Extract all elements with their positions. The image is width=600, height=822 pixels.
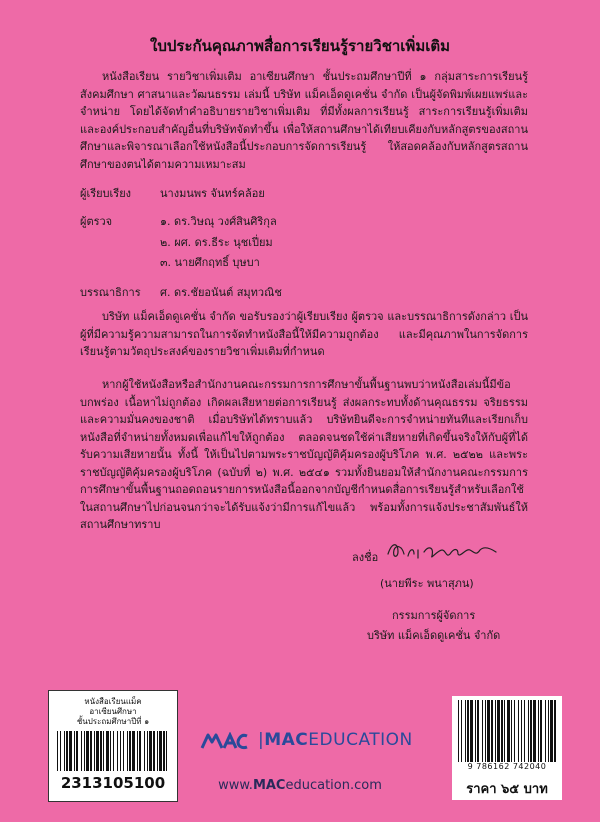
brand-name [258, 730, 413, 750]
certification-paragraph-text: บริษัท แม็คเอ็ดดูเคชั่น จำกัด ขอรับรองว่าผู้เรียบเรียง ผู้ตรวจ และบรรณาธิการดังกล่าว เป็นผู้ที่มีความรู้ความสามารถในการจัดทำหนังสือนี้ให้มีความถูกต้อง และมีคุณภาพในการจัดการเรียนรู้ตามวัตถุประสงค์ของรายวิชาเพิ่มเติมที่กำหนด [80, 310, 528, 358]
website-prefix: www. [218, 778, 253, 793]
author-label: ผู้เรียบเรียง [80, 187, 132, 200]
brand-name-bold: MAC [264, 730, 309, 750]
sticker-barcode [57, 731, 169, 771]
website-suffix: education.com [285, 778, 382, 793]
signer-title: กรรมการผู้จัดการ [392, 609, 476, 622]
page-title: ใบประกันคุณภาพสื่อการเรียนรู้รายวิชาเพิ่มเติม [150, 37, 450, 55]
intro-paragraph-text: หนังสือเรียน รายวิชาเพิ่มเติม อาเซียนศึกษา ชั้นประถมศึกษาปีที่ ๑ กลุ่มสาระการเรียนรู้สังคมศึกษา ศาสนาและวัฒนธรรม เล่มนี้ บริษัท แม็คเอ็ดดูเคชั่น จำกัด เป็นผู้จัดพิมพ์เผยแพร่และจำหน่าย โดยได้จัดทำคำอธิบายรายวิชาเพิ่มเติม ที่มีทั้งผลการเรียนรู้ สาระการเรียนรู้เพิ่มเติม และองค์ประกอบสำคัญอื่นที่บริษัทจัดทำขึ้น เพื่อให้สถานศึกษาได้เทียบเคียงกับหลักสูตรของสถานศึกษาและพิจารณาเลือกใช้หนังสือนี้ประกอบการจัดการเรียนรู้ ให้สอดคล้องกับหลักสูตรสถานศึกษาของตนได้ตามความเหมาะสม [80, 70, 528, 171]
isbn-barcode-box [452, 696, 562, 800]
brand-divider: | [258, 730, 265, 750]
certification-paragraph [80, 308, 528, 361]
brand-name-rest: EDUCATION [308, 730, 413, 750]
mac-logo-icon [200, 732, 248, 750]
brand-logo [200, 730, 420, 754]
sticker-line: หนังสือเรียนแม็ค [84, 697, 142, 706]
handwritten-signature [384, 536, 504, 562]
price-label: ราคา ๖๕ บาท [466, 782, 548, 797]
reviewer-label: ผู้ตรวจ [80, 215, 113, 228]
sticker-line: ชั้นประถมศึกษาปีที่ ๑ [76, 717, 150, 726]
intro-paragraph [80, 68, 528, 173]
author-name: นางมนพร จันทร์คล้อย [160, 187, 265, 200]
liability-paragraph-text: หากผู้ใช้หนังสือหรือสำนักงานคณะกรรมการการศึกษาขั้นพื้นฐานพบว่าหนังสือเล่มนี้มีข้อบกพร่อง เนื้อหาไม่ถูกต้อง เกิดผลเสียหายต่อการเรียนรู้ ส่งผลกระทบทั้งด้านคุณธรรม จริยธรรม และความมั่นคงของชาติ เมื่อบริษัทได้ทราบแล้ว บริษัทยินดีจะการจำหน่ายทันทีและเรียกเก็บหนังสือที่จำหน่ายทั้งหมดเพื่อแก้ไขให้ถูกต้อง ตลอดจนชดใช้ค่าเสียหายที่เกิดขึ้นจริงให้กับผู้ที่ได้รับความเสียหายนั้น ทั้งนี้ ให้เป็นไปตามพระราชบัญญัติคุ้มครองผู้บริโภค พ.ศ. ๒๕๒๒ และพระราชบัญญัติคุ้มครองผู้บริโภค (ฉบับที่ ๒) พ.ศ. ๒๕๔๑ รวมทั้งยินยอมให้สำนักงานคณะกรรมการการศึกษาขั้นพื้นฐานถอดถอนรายการหนังสือนี้ออกจากบัญชีกำหนดสื่อการเรียนรู้สำหรับเลือกใช้ในสถานศึกษาไปก่อนจนกว่าจะได้รับแจ้งว่ามีการแก้ไขแล้ว พร้อมทั้งการแจ้งประชาสัมพันธ์ให้สถานศึกษาทราบ [80, 378, 528, 531]
signature-label: ลงชื่อ [352, 551, 379, 564]
signer-company: บริษัท แม็คเอ็ดดูเคชั่น จำกัด [367, 629, 501, 642]
reviewer-name: ๒. ผศ. ดร.ธีระ นุชเปี่ยม [160, 236, 273, 249]
signer-name: (นายพีระ พนาสุภน) [380, 577, 474, 590]
liability-paragraph [80, 376, 528, 534]
reviewer-name: ๑. ดร.วิษณุ วงศ์สินศิริกุล [160, 215, 277, 228]
sticker-line: อาเซียนศึกษา [89, 707, 137, 716]
sticker-code: 2313105100 [60, 774, 166, 792]
isbn-barcode [458, 700, 556, 762]
editor-name: ศ. ดร.ชัยอนันต์ สมุทวณิช [160, 286, 282, 299]
website-bold: MAC [252, 778, 286, 793]
reviewer-name: ๓. นายศึกฤทธิ์ บุษบา [160, 256, 260, 269]
editor-label: บรรณาธิการ [80, 286, 141, 299]
isbn-number: 9 786162 742040 [467, 762, 547, 771]
